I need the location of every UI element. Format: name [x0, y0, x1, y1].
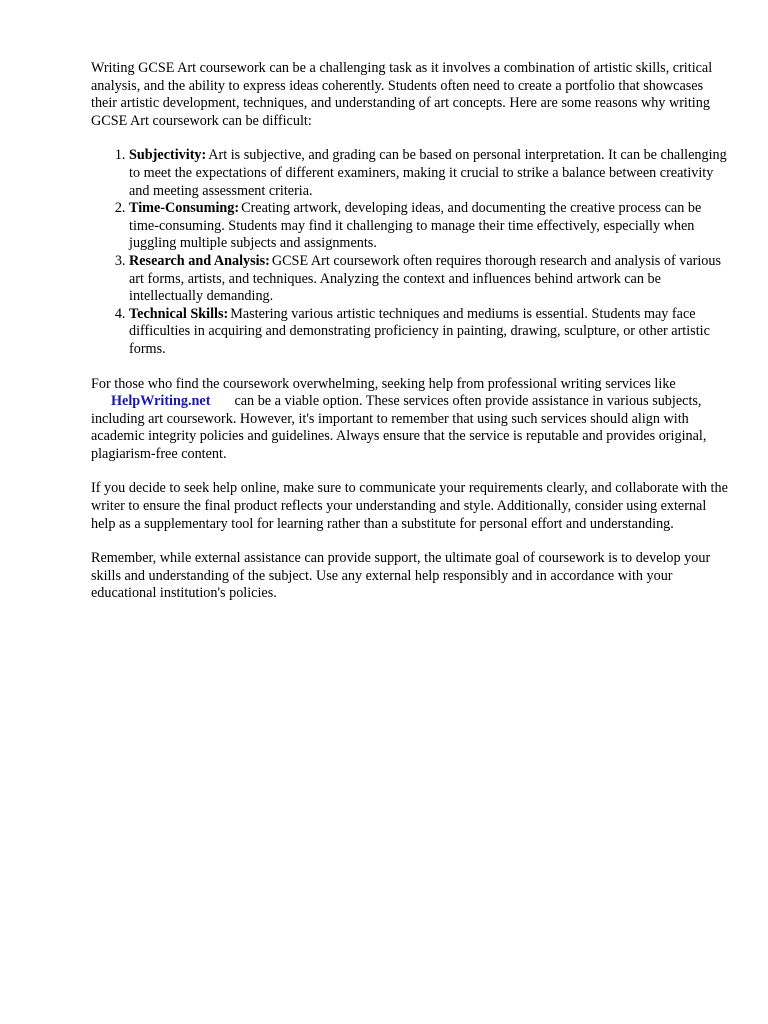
online-paragraph: If you decide to seek help online, make sure to communicate your requirements clearly, and collaborate with the writer to ensure the final product reflects your understanding and style. Additionally, consider using external help as a supplementary tool for learning rather than a substitute for personal effort and understanding. — [91, 480, 728, 532]
helpwriting-link[interactable]: HelpWriting.net — [111, 393, 211, 410]
list-item — [129, 306, 731, 359]
intro-paragraph: Writing GCSE Art coursework can be a challenging task as it involves a combination of artistic skills, critical analysis, and the ability to express ideas coherently. Students often need to create a portfolio that showcases their artistic development, techniques, and understanding of art concepts. Here are some reasons why writing GCSE Art coursework can be difficult: — [91, 60, 713, 129]
list-item — [129, 147, 731, 200]
list-item — [129, 200, 731, 253]
reason-term: Subjectivity: — [129, 147, 207, 164]
reason-text: GCSE Art coursework often requires thorough research and analysis of various art forms, artists, and techniques. Analyzing the context and influences behind artwork can be intellectually demanding. — [129, 252, 721, 305]
reason-text: Art is subjective, and grading can be based on personal interpretation. It can be challenging to meet the expectations of different examiners, making it crucial to strike a balance between creativity and meeting assessment criteria. — [129, 147, 727, 199]
reason-term: Technical Skills: — [129, 305, 229, 322]
help-text-before: For those who find the coursework overwhelming, seeking help from professional writing services like — [91, 375, 676, 392]
help-text-after: can be a viable option. These services often provide assistance in various subjects, including art coursework. However, it's important to remember that using such services should align with academic integrity policies and guidelines. Always ensure that the service is reputable and provides original, plagiarism-free content. — [91, 393, 707, 462]
document-body — [91, 60, 731, 620]
closing-paragraph: Remember, while external assistance can provide support, the ultimate goal of coursework is to develop your skills and understanding of the subject. Use any external help responsibly and in accordance with your educational institution's policies. — [91, 550, 711, 602]
reasons-list — [91, 147, 731, 358]
list-item — [129, 253, 731, 306]
reason-text: Creating artwork, developing ideas, and documenting the creative process can be time-consuming. Students may find it challenging to manage their time effectively, especially when juggling multiple subjects and assignments. — [129, 200, 702, 252]
reason-term: Time-Consuming: — [129, 200, 240, 217]
help-paragraph — [91, 376, 731, 464]
reason-text: Mastering various artistic techniques and mediums is essential. Students may face difficulties in acquiring and demonstrating proficiency in painting, drawing, sculpture, or other artistic forms. — [129, 305, 710, 357]
reason-term: Research and Analysis: — [129, 252, 270, 269]
